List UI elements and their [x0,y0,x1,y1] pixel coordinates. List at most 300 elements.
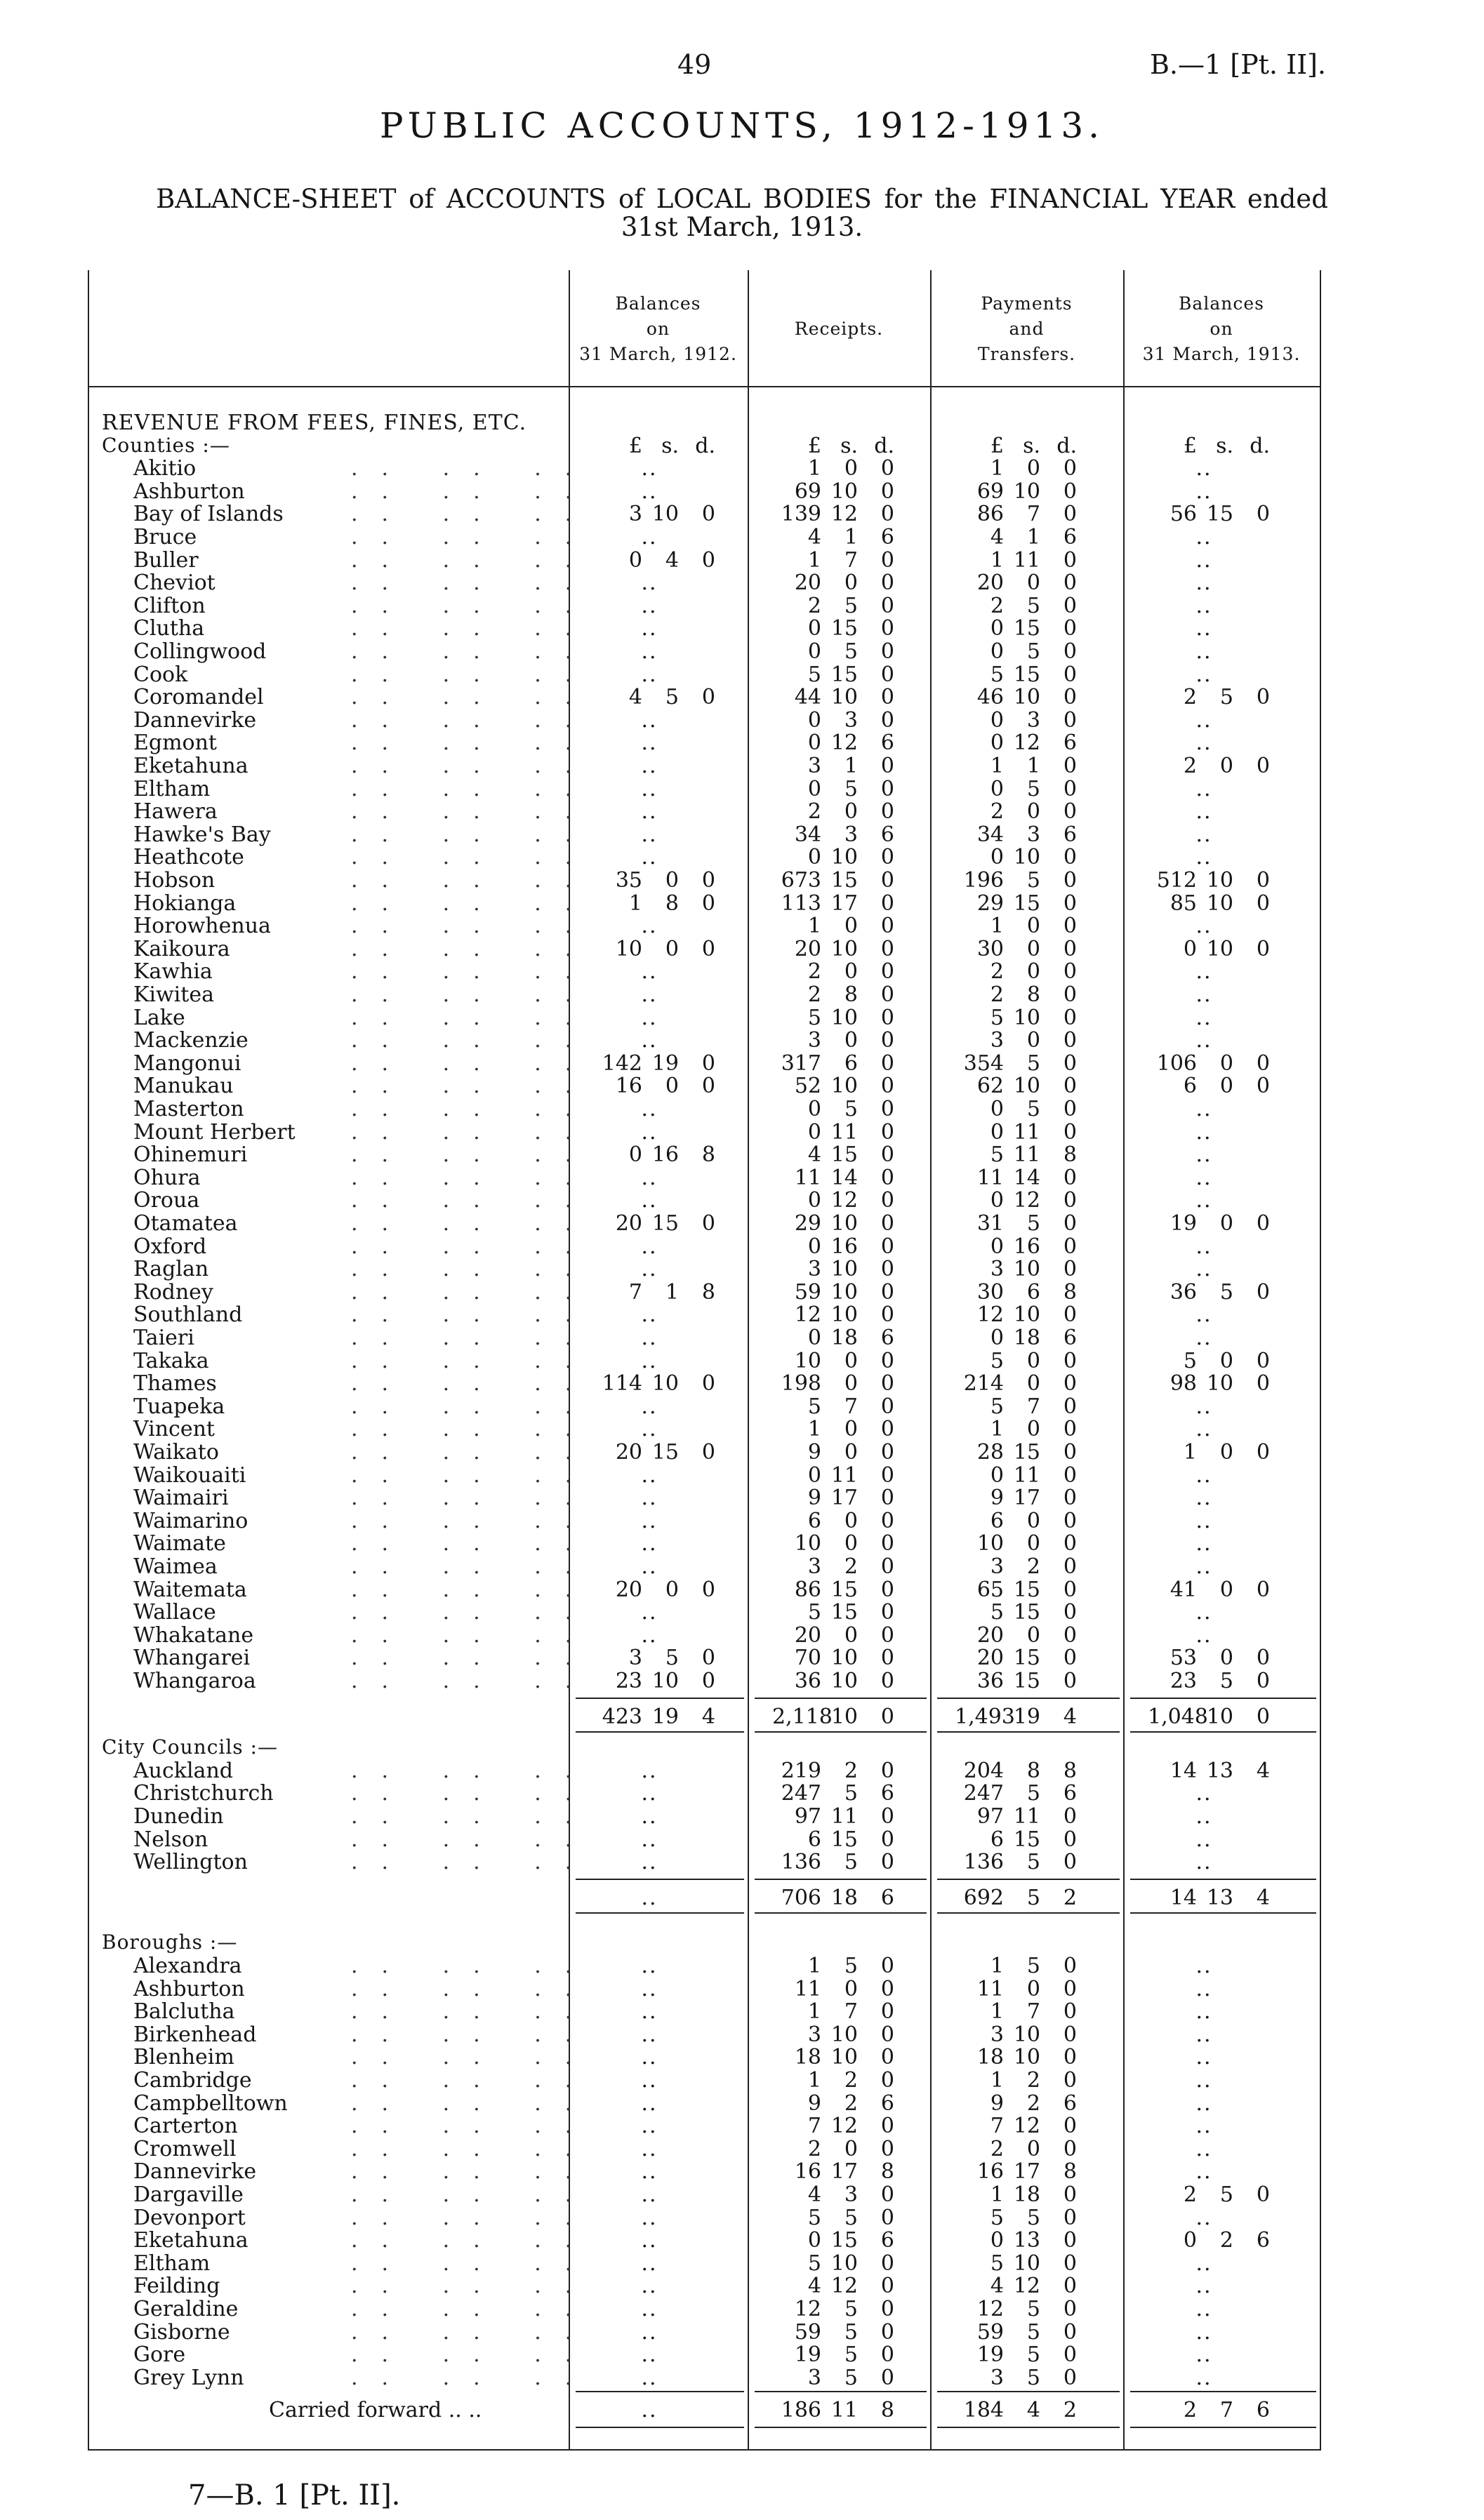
payments-amount [955,1578,1077,1602]
nil-mark: .. [1195,1999,1212,2025]
carried-bottom-rule [755,2427,927,2428]
column-rule [930,270,932,2449]
payments-amount [955,2342,1077,2367]
entity-name: Southland [133,1302,243,1328]
amount-pounds: 59 [976,2319,1004,2345]
amount-shillings: 16 [1013,1234,1040,1259]
amount-pounds: 20 [794,1622,821,1648]
amount-pence: 6 [1063,1781,1077,1806]
nil-mark: .. [641,2022,658,2047]
amount-pounds: 2,118 [772,1704,833,1729]
carried-payments [955,2398,1077,2422]
entity-name: Devonport [133,2205,246,2230]
payments-amount [955,1211,1077,1236]
receipts-amount [772,959,894,984]
page-title: PUBLIC ACCOUNTS, 1912-1913. [379,105,1105,146]
amount-pence: 0 [701,936,715,961]
amount-pounds: 2 [807,959,821,985]
amount-pence: 0 [701,547,715,573]
amount-pence: 0 [1063,1577,1077,1602]
amount-pounds: 7 [807,2114,821,2139]
amount-pence: 0 [1063,571,1077,596]
payments-amount [955,2182,1077,2207]
amount-shillings: 7 [844,1999,858,2025]
entity-name: Lake [133,1005,185,1030]
amount-shillings: 19 [651,1704,679,1729]
payments-amount [955,1759,1077,1783]
leader-dots: .. .. .. [351,2205,596,2230]
nil-mark: .. [1195,1531,1212,1556]
unit-labels [593,434,715,458]
header-rule [88,386,1320,387]
receipts-amount [772,1509,894,1533]
amount-shillings: 13 [1013,2228,1040,2253]
balance-1913 [1148,868,1270,893]
balance-1913 [1148,1280,1270,1305]
nil-mark: .. [1195,1028,1212,1053]
amount-pence: 0 [701,891,715,916]
amount-shillings: 15 [830,1827,858,1852]
payments-amount [955,1417,1077,1441]
payments-amount [955,639,1077,664]
leader-dots: .. .. .. [351,1954,596,1978]
payments-amount [955,594,1077,618]
balance-1913 [1148,1074,1270,1098]
amount-pounds: 1 [1183,1440,1197,1465]
amount-shillings: 2 [844,2068,858,2093]
receipts-amount [772,616,894,641]
carried-rule [755,2391,927,2392]
amount-pounds: 12 [794,2297,821,2321]
entity-name: Ashburton [133,1976,245,2001]
amount-shillings: 10 [1013,1302,1040,1328]
nil-mark: .. [641,525,658,549]
nil-mark: .. [641,1028,658,1053]
nil-mark: .. [1195,639,1212,664]
entity-name: Ohinemuri [133,1142,248,1168]
amount-shillings: 0 [1026,456,1040,481]
leader-dots: .. .. .. [351,616,596,641]
amount-pence: 0 [1256,1704,1270,1729]
column-heading-text [748,342,930,367]
amount-shillings: 0 [844,1531,858,1556]
amount-shillings: 10 [830,1257,858,1282]
nil-mark: .. [641,1119,658,1145]
amount-shillings: 0 [1219,1074,1233,1099]
amount-pounds: 0 [990,1326,1004,1350]
amount-pence: 0 [701,1371,715,1396]
amount-shillings: 0 [1026,1028,1040,1053]
amount-pounds: 23 [1170,1669,1197,1693]
balance-1912 [593,891,715,916]
amount-pence: 0 [1063,1850,1077,1875]
carried-bottom-rule [576,2427,744,2428]
amount-pence: 0 [1063,891,1077,916]
receipts-amount [772,1850,894,1874]
amount-pence: 0 [1063,1074,1077,1099]
leader-dots: .. .. .. [351,1531,596,1556]
amount-shillings: 3 [844,822,858,847]
receipts-amount [772,2068,894,2093]
amount-shillings: 10 [1013,1074,1040,1099]
amount-pence: 0 [1063,914,1077,939]
leader-dots: .. .. .. [351,525,596,549]
payments-amount [955,1999,1077,2024]
amount-pence: 0 [1063,982,1077,1007]
amount-pounds: 1 [990,1999,1004,2025]
amount-pence: 0 [1063,2365,1077,2390]
entity-name: Waimate [133,1531,226,1556]
entity-name: Collingwood [133,639,267,664]
total-rule [576,1731,744,1733]
amount-pence: 6 [880,2228,894,2253]
total-receipts [772,1886,894,1910]
receipts-amount [772,639,894,664]
amount-pence: 0 [1063,1531,1077,1556]
payments-amount [955,1280,1077,1305]
amount-pence: 0 [701,685,715,710]
total-payments [955,1886,1077,1910]
leader-dots: .. .. .. [351,2159,596,2185]
column-heading-text: on [1210,319,1233,339]
balance-1912 [593,1280,715,1305]
amount-pounds: 19 [976,2342,1004,2368]
amount-pence: 0 [880,479,894,504]
amount-pounds: 0 [990,1097,1004,1121]
leader-dots: .. .. .. [351,1577,596,1602]
leader-dots: .. .. .. [351,1326,596,1350]
amount-shillings: 0 [1026,1371,1040,1396]
balance-1912 [593,1142,715,1167]
amount-pounds: 1 [990,1417,1004,1442]
entity-name: Cheviot [133,571,216,596]
receipts-amount [772,1781,894,1806]
amount-shillings: 5 [665,1646,679,1671]
amount-shillings: 5 [1219,685,1233,710]
payments-amount [955,2137,1077,2161]
amount-pence: 0 [1063,639,1077,664]
amount-shillings: 0 [1026,959,1040,985]
amount-pounds: 0 [807,2228,821,2253]
leader-dots: .. .. .. [351,571,596,596]
amount-pence: 6 [1063,822,1077,847]
amount-shillings: 15 [651,1440,679,1465]
amount-shillings: 18 [830,1885,858,1910]
amount-pence: 0 [1063,2274,1077,2299]
amount-pounds: 34 [794,822,821,847]
amount-pounds: 114 [602,1371,642,1396]
amount-shillings: 6 [1026,1279,1040,1305]
amount-pounds: 317 [781,1051,821,1076]
nil-mark: .. [1195,2091,1212,2116]
column-heading-2 [748,291,930,367]
receipts-amount [772,822,894,847]
nil-mark: .. [1195,914,1212,939]
leader-dots: .. .. .. [351,479,596,504]
amount-pounds: 5 [807,662,821,687]
amount-shillings: 10 [830,1704,858,1729]
entity-name: Bay of Islands [133,502,284,527]
amount-pence: 8 [701,1142,715,1168]
amount-pounds: 12 [976,1302,1004,1328]
balance-1913 [1148,1349,1270,1373]
receipts-amount [772,1142,894,1167]
leader-dots: .. .. .. [351,1371,596,1396]
receipts-amount [772,1600,894,1625]
amount-shillings: 2 [1219,2228,1233,2253]
amount-pence: 0 [880,776,894,801]
amount-pounds: 19 [1170,1211,1197,1236]
amount-pounds: 2 [807,982,821,1007]
amount-shillings: 11 [830,1119,858,1145]
amount-pounds: 1 [807,1954,821,1978]
amount-shillings: 8 [1026,1758,1040,1783]
amount-pence: 0 [880,1827,894,1852]
amount-pounds: 5 [990,1394,1004,1419]
nil-mark: .. [1195,1394,1212,1419]
amount-shillings: 10 [830,1005,858,1030]
payments-amount [955,1394,1077,1419]
carried-forward-label: Carried forward .. .. [269,2398,482,2423]
amount-pence: 2 [1063,2398,1077,2423]
payments-amount [955,1531,1077,1556]
amount-shillings: 1 [1026,754,1040,778]
amount-pence: 0 [1063,1302,1077,1328]
amount-pence: 0 [880,1704,894,1729]
carried-rule [576,2391,744,2392]
payments-amount [955,479,1077,504]
leader-dots: .. .. .. [351,1097,596,1121]
amount-pence: 0 [1063,1804,1077,1829]
amount-pounds: 136 [781,1850,821,1875]
amount-shillings: 1 [1026,525,1040,549]
payments-amount [955,1623,1077,1648]
leader-dots: .. .. .. [351,1234,596,1259]
entity-name: Clutha [133,616,205,641]
amount-pence: 8 [880,2398,894,2423]
leader-dots: .. .. .. [351,2228,596,2253]
amount-shillings: 10 [1206,868,1233,893]
amount-shillings: 5 [1026,1781,1040,1806]
amount-pence: 0 [880,1142,894,1168]
nil-mark: .. [1195,799,1212,825]
leader-dots: .. .. .. [351,1486,596,1511]
entity-name: Dannevirke [133,707,257,733]
payments-amount [955,1142,1077,1167]
amount-pence: 0 [1063,1417,1077,1442]
receipts-amount [772,2342,894,2367]
amount-pounds: 3 [807,2365,821,2390]
nil-mark: .. [641,2045,658,2070]
amount-pence: 0 [880,799,894,825]
nil-mark: .. [641,2091,658,2116]
payments-amount [955,2274,1077,2298]
amount-shillings: 15 [1013,1669,1040,1693]
nil-mark: .. [641,1850,658,1875]
amount-pounds: 2 [1183,2182,1197,2207]
amount-shillings: 7 [1026,1394,1040,1419]
amount-shillings: 0 [844,799,858,825]
amount-pence: 0 [1063,456,1077,481]
amount-shillings: 12 [830,502,858,527]
amount-pence: 0 [1063,1097,1077,1121]
payments-amount [955,502,1077,526]
payments-amount [955,2251,1077,2276]
leader-dots: .. .. .. [351,845,596,870]
amount-pounds: 3 [990,1554,1004,1579]
amount-shillings: 16 [651,1142,679,1168]
amount-shillings: 0 [1026,1348,1040,1373]
amount-shillings: 10 [1013,2022,1040,2047]
amount-pounds: 6 [990,1827,1004,1852]
total-rule [755,1912,927,1914]
nil-mark: .. [641,593,658,618]
payments-amount [955,2228,1077,2253]
amount-pounds: 3 [628,1646,642,1671]
amount-pounds: 0 [807,1119,821,1145]
amount-pence: 0 [880,1257,894,1282]
payments-amount [955,1051,1077,1076]
nil-mark: .. [1195,662,1212,687]
amount-pounds: 97 [794,1804,821,1829]
amount-shillings: 15 [1013,1440,1040,1465]
amount-pence: 0 [880,936,894,961]
amount-shillings: 0 [844,1371,858,1396]
total-rule [1130,1731,1316,1733]
amount-pence: 0 [880,2205,894,2230]
amount-pounds: 4 [807,525,821,549]
amount-pounds: 3 [807,754,821,778]
nil-mark: .. [641,959,658,985]
leader-dots: .. .. .. [351,799,596,825]
amount-pence: 0 [1063,1188,1077,1213]
payments-amount [955,708,1077,733]
amount-pounds: 113 [781,891,821,916]
balance-1913 [1148,1371,1270,1396]
amount-pounds: 12 [794,1302,821,1328]
amount-pounds: 142 [602,1051,642,1076]
amount-shillings: 10 [830,685,858,710]
amount-pounds: 85 [1170,891,1197,916]
amount-pounds: 6 [807,1508,821,1533]
amount-pence: 0 [880,593,894,618]
amount-pence: 6 [880,1326,894,1350]
payments-amount [955,2022,1077,2047]
receipts-amount [772,1097,894,1121]
leader-dots: .. .. .. [351,1074,596,1099]
amount-pence: 0 [880,1508,894,1533]
amount-pounds: 512 [1156,868,1197,893]
amount-shillings: 18 [830,1326,858,1350]
amount-pence: 0 [880,1188,894,1213]
leader-dots: .. .. .. [351,1348,596,1373]
nil-mark: .. [641,799,658,825]
payments-amount [955,2320,1077,2345]
amount-shillings: 2 [1026,2091,1040,2116]
nil-mark: .. [641,2398,658,2423]
amount-shillings: 12 [1013,2114,1040,2139]
receipts-amount [772,1166,894,1190]
receipts-amount [772,2274,894,2298]
amount-shillings: 0 [1219,1051,1233,1076]
amount-pounds: 4 [807,2182,821,2207]
amount-shillings: 2 [844,1554,858,1579]
payments-amount [955,662,1077,687]
amount-pence: 0 [1063,1976,1077,2001]
amount-pence: 0 [880,2274,894,2299]
payments-amount [955,1977,1077,2001]
receipts-amount [772,1028,894,1053]
nil-mark: .. [1195,982,1212,1007]
amount-shillings: 10 [830,1279,858,1305]
nil-mark: .. [641,1508,658,1533]
amount-pence: 0 [880,639,894,664]
amount-pounds: 16 [615,1074,642,1099]
amount-shillings: 12 [1013,1188,1040,1213]
amount-pence: 0 [701,1646,715,1671]
leader-dots: .. .. .. [351,2091,596,2116]
amount-pounds: 29 [976,891,1004,916]
nil-mark: .. [1195,571,1212,596]
total-rule [1130,1912,1316,1914]
nil-mark: .. [641,1234,658,1259]
amount-pounds: 0 [807,776,821,801]
document-reference: B.—1 [Pt. II]. [1149,49,1326,80]
receipts-amount [772,1211,894,1236]
amount-shillings: 5 [844,776,858,801]
subtitle-line-2: 31st March, 1913. [621,212,863,242]
amount-shillings: 15 [830,616,858,641]
leader-dots: .. .. .. [351,547,596,573]
amount-shillings: 0 [844,2136,858,2161]
amount-pounds: 65 [976,1577,1004,1602]
amount-pence: 0 [701,1211,715,1236]
amount-shillings: 7 [1026,1999,1040,2025]
entity-name: Wallace [133,1600,216,1625]
receipts-amount [772,1486,894,1510]
receipts-amount [772,571,894,595]
amount-pounds: 86 [976,502,1004,527]
amount-shillings: 15 [1013,1600,1040,1625]
amount-pounds: 5 [807,1394,821,1419]
amount-shillings: 11 [1013,1462,1040,1488]
unit-pence: d. [695,433,715,458]
amount-pounds: 10 [615,936,642,961]
entity-name: Vincent [133,1417,215,1442]
nil-mark: .. [1195,1804,1212,1829]
amount-pence: 0 [880,1976,894,2001]
amount-shillings: 5 [1026,1211,1040,1236]
nil-mark: .. [1195,1554,1212,1579]
amount-pounds: 3 [990,2365,1004,2390]
nil-mark: .. [641,1394,658,1419]
amount-pence: 0 [880,891,894,916]
amount-pence: 0 [701,1577,715,1602]
balance-1912 [593,1211,715,1236]
payments-amount [955,1326,1077,1350]
amount-pence: 0 [1063,1954,1077,1978]
amount-shillings: 12 [1013,731,1040,756]
receipts-amount [772,1531,894,1556]
column-heading-text: and [1009,319,1045,339]
amount-pounds: 1 [990,754,1004,778]
amount-pounds: 186 [781,2398,821,2423]
entity-name: Kiwitea [133,982,214,1007]
amount-pence: 0 [701,1074,715,1099]
nil-mark: .. [1195,2274,1212,2299]
nil-mark: .. [641,571,658,596]
amount-shillings: 14 [830,1165,858,1190]
